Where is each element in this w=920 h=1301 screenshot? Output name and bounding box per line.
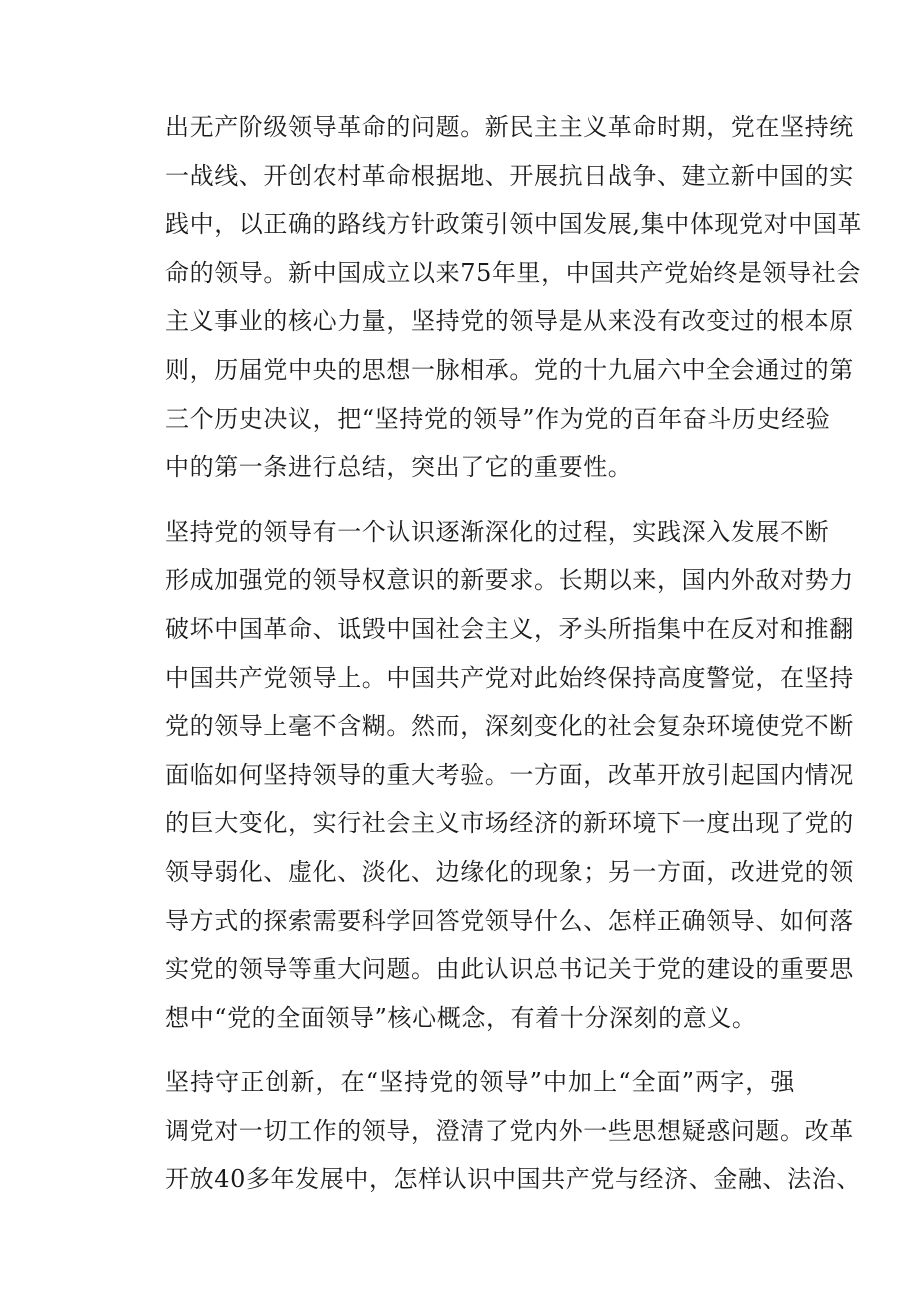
text-line: 一战线、开创农村革命根据地、开展抗日战争、建立新中国的实 <box>165 161 854 190</box>
text-line: 调党对一切工作的领导，澄清了党内外一些思想疑惑问题。改革 <box>165 1116 854 1145</box>
text-line: 党的领导上毫不含糊。然而，深刻变化的社会复杂环境使党不断 <box>165 712 854 741</box>
paragraph-2 <box>165 508 854 1043</box>
text-line: 开放40多年发展中，怎样认识中国共产党与经济、金融、法治、 <box>165 1165 861 1194</box>
text-line: 想中“党的全面领导”核心概念，有着十分深刻的意义。 <box>165 1003 757 1032</box>
text-line: 中国共产党领导上。中国共产党对此始终保持高度警觉，在坚持 <box>165 663 854 692</box>
text-line: 的巨大变化，实行社会主义市场经济的新环境下一度出现了党的 <box>165 809 854 838</box>
text-line: 破坏中国革命、诋毁中国社会主义，矛头所指集中在反对和推翻 <box>165 614 854 643</box>
text-line: 三个历史决议，把“坚持党的领导”作为党的百年奋斗历史经验 <box>165 404 831 433</box>
text-line: 出无产阶级领导革命的问题。新民主主义革命时期，党在坚持统 <box>165 113 854 141</box>
text-line: 形成加强党的领导权意识的新要求。长期以来，国内外敌对势力 <box>165 566 854 595</box>
text-line: 导方式的探索需要科学回答党领导什么、怎样正确领导、如何落 <box>165 906 854 935</box>
text-line: 践中，以正确的路线方针政策引领中国发展,集中体现党对中国革 <box>165 210 863 239</box>
text-line: 则，历届党中央的思想一脉相承。党的十九届六中全会通过的第 <box>165 355 854 384</box>
text-line: 实党的领导等重大问题。由此认识总书记关于党的建设的重要思 <box>165 955 854 984</box>
text-line: 主义事业的核心力量，坚持党的领导是从来没有改变过的根本原 <box>165 307 854 336</box>
text-line: 领导弱化、虚化、淡化、边缘化的现象；另一方面，改进党的领 <box>165 857 854 886</box>
text-line: 坚持党的领导有一个认识逐渐深化的过程，实践深入发展不断 <box>165 517 830 546</box>
document-body <box>165 103 863 1204</box>
text-line: 命的领导。新中国成立以来75年里，中国共产党始终是领导社会 <box>165 258 861 287</box>
text-line: 面临如何坚持领导的重大考验。一方面，改革开放引起国内情况 <box>165 760 854 789</box>
paragraph-1 <box>165 103 863 492</box>
paragraph-gap <box>165 1042 795 1058</box>
text-line: 坚持守正创新，在“坚持党的领导”中加上“全面”两字，强 <box>165 1068 795 1097</box>
paragraph-3 <box>165 1058 861 1204</box>
paragraph-gap <box>165 492 795 508</box>
text-line: 中的第一条进行总结，突出了它的重要性。 <box>165 453 633 482</box>
